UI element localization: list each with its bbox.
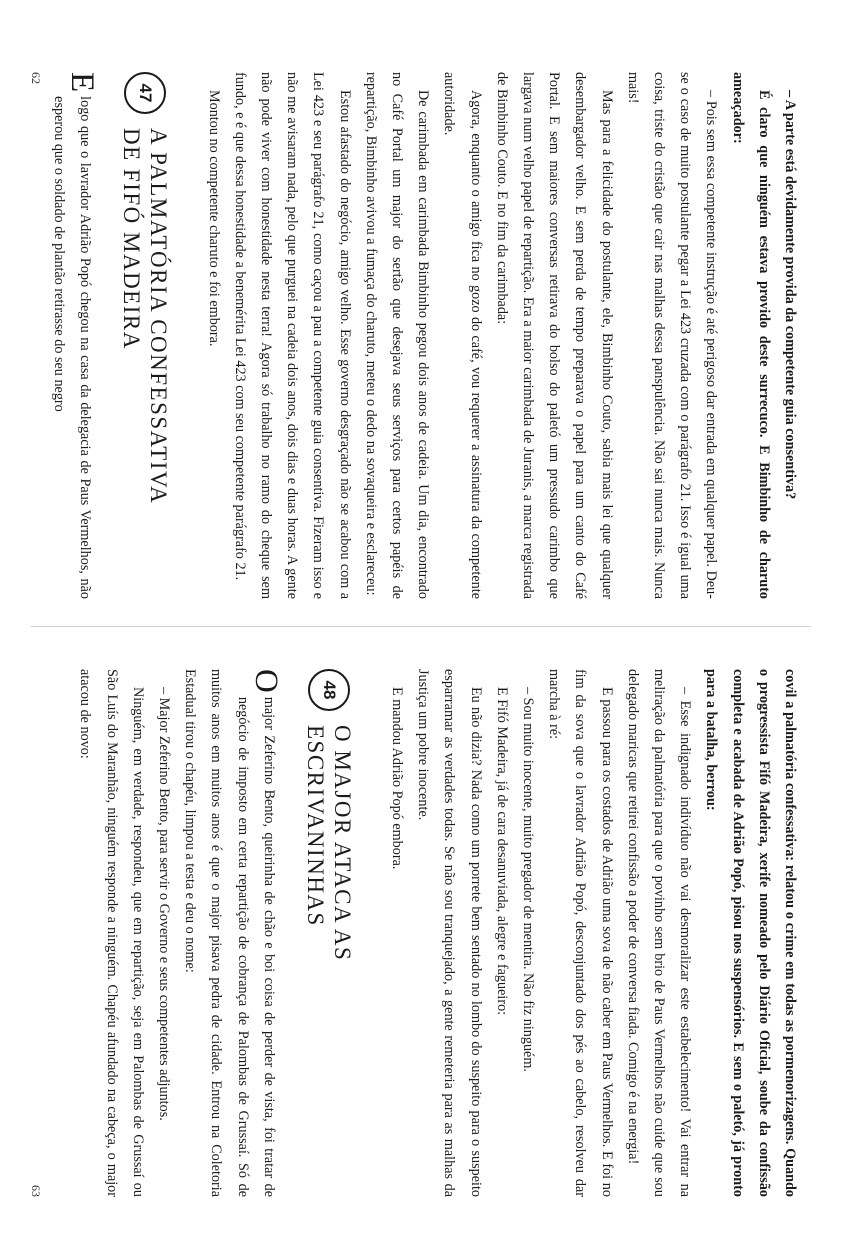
chapter-48-heading bbox=[302, 669, 356, 1197]
paragraph-text: covil a palmatória confessativa: relatou o crime em todas as pormenorizagens. Quando o progressista Fifó Madeira, xerife nomeado pelo Diário Oficial, soube da confissão completa e acabada de Adrião Popó, pisou nos suspensórios. E sem o paletó, já pronto para a batalha, berrou: bbox=[703, 669, 798, 1197]
paragraph-text: logo que o lavrador Adrião Popó chegou na casa da delegacia de Paus Vermelhos, não esperou que o soldado de plantão retirasse do seu negro bbox=[51, 96, 94, 599]
drop-cap: E bbox=[64, 72, 101, 93]
gutter bbox=[31, 626, 811, 627]
paragraph bbox=[46, 72, 101, 599]
paragraph bbox=[177, 669, 282, 1197]
chapter-title bbox=[302, 725, 356, 961]
paragraph bbox=[358, 72, 437, 599]
paragraph bbox=[620, 72, 725, 599]
paragraph bbox=[384, 669, 410, 1197]
paragraph-text: E passou para os costados de Adrião uma sova de não caber em Paus Vermelhos. E foi no fim da sova que o lavrador Adrião Popó, desconjuntado dos pés ao cabelo, resolveu dar marcha à ré: bbox=[546, 669, 615, 1197]
paragraph-text: Agora, enquanto o amigo fica no gozo do café, vou requerer a assinatura da competente autoridade. bbox=[441, 72, 484, 599]
paragraph bbox=[777, 72, 803, 599]
chapter-47-heading bbox=[118, 72, 172, 599]
paragraph bbox=[410, 669, 489, 1197]
chapter-title-line2: DE FIFÓ MADEIRA bbox=[119, 128, 145, 350]
left-paragraphs bbox=[200, 72, 803, 599]
paragraph bbox=[724, 72, 776, 599]
chapter-number-badge: 48 bbox=[308, 669, 350, 711]
chapter-title bbox=[118, 128, 172, 504]
paragraph bbox=[489, 72, 620, 599]
paragraph bbox=[620, 669, 699, 1197]
paragraph-text: – Sou muito inocente, muito pregador de mentira. Não fiz ninguém. bbox=[519, 687, 536, 1072]
paragraph-text: E Fifó Madeira, já de cara desanuviada, alegre e fagueiro: bbox=[493, 687, 510, 1016]
paragraph bbox=[515, 669, 541, 1197]
paragraph-text: E mandou Adrião Popó embora. bbox=[388, 687, 405, 870]
paragraph-text: Montou no competente charuto e foi embora. bbox=[205, 90, 222, 347]
paragraph bbox=[72, 669, 151, 1197]
chapter-48-body bbox=[72, 669, 282, 1197]
chapter-title-line1: O MAJOR ATACA AS bbox=[329, 725, 355, 962]
paragraph bbox=[200, 72, 226, 599]
drop-cap: O bbox=[247, 669, 284, 693]
paragraph bbox=[436, 72, 488, 599]
paragraph-text: Eu não dizia? Nada como um porrete bem sentado no lombo do suspeito para o suspeito esparramar as verdades todas. Se não sou tranquejado, a gente remeteria para as malhas da Justiça um pobre inocente. bbox=[415, 669, 484, 1197]
chapter-47-body bbox=[46, 72, 101, 599]
paragraph-text: É claro que ninguém estava provido deste surrecuco. E Bimbinho de charuto ameaçador: bbox=[729, 72, 772, 599]
right-paragraphs bbox=[384, 669, 803, 1197]
paragraph-text: Mas para a felicidade do postulante, ele, Bimbinho Couto, sabia mais lei que qualquer desembargador velho. E sem perda de tempo preparava o papel para um canto do Café Portal. E sem maiores conversas retirava do bolso do paletó um pressudo carimbo que largava num velho papel de repartição. Era a maior carimbada de Juranis, a marca registrada de Bimbinho Couto. E no fim da carimbada: bbox=[493, 72, 615, 599]
paragraph-text: – Pois sem essa competente instrução é até perigoso dar entrada em qualquer papel. Deu-se o caso de muito postulante pegar a Lei 423 cruzada com o parágrafo 21. Isso é igual uma coisa, triste do cristão que cair nas malhas dessa panspulência. Não sai nunca mais. Nunca mais! bbox=[624, 72, 720, 599]
paragraph bbox=[541, 669, 620, 1197]
paragraph-text: – Esse indignado indivíduo não vai desmoralizar este estabelecimento! Vai entrar na meliração da palmatória para que o povinho sem brio de Paus Vermelhos não cuide que sou delegado maricas que retirei confissão a poder de conversa fiada. Comigo é na energia! bbox=[624, 669, 694, 1197]
paragraph-text: De carimbada em carimbada Bimbinho pegou dois anos de cadeia. Um dia, encontrado no Café Portal um major do sertão que desejava seus serviços para certos papéis de repartição, Bimbinho avivou a fumaça do charuto, meteu o dedo na sovaqueira e esclareceu: bbox=[362, 72, 432, 599]
paragraph-text: – Major Zeferino Bento, para servir o Governo e seus competentes adjuntos. bbox=[155, 687, 172, 1121]
left-page-text bbox=[51, 72, 803, 599]
chapter-title-line1: A PALMATÓRIA CONFESSATIVA bbox=[146, 128, 172, 505]
right-page bbox=[0, 629, 851, 1259]
paragraph bbox=[151, 669, 177, 1197]
paragraph bbox=[698, 669, 803, 1197]
paragraph-text: major Zeferino Bento, queirinha de chão e boi coisa de perder de vista, foi tratar de negócio de imposto em certa repartição de cobrança de Palombas de Grussaí. Só de muitos anos em muitos anos é que o major pisava pedra de cidade. Entrou na Coletoria Estadual tirou o chapéu, limpou a testa e deu o nome: bbox=[182, 669, 277, 1197]
chapter-title-line2: ESCRIVANINHAS bbox=[302, 725, 328, 927]
chapter-number-badge: 47 bbox=[124, 72, 166, 114]
paragraph-text: Estou afastado do negócio, amigo velho. Esse governo desgraçado não se acabou com a Lei 423 e seu parágrafo 21, como caçou a pau a competente guia consentiva. Fizeram isso e não me avisaram nada, pelo que purguei na cadeia dois anos, dois dias e duas horas. A gente não pode viver com honestidade nesta terra! Agora só trabalho no ramo do cheque sem fundo, e é que dessa honestidade a benemérita Lei 423 com seu competente parágrafo 21. bbox=[231, 72, 353, 599]
left-page bbox=[0, 0, 851, 629]
paragraph bbox=[489, 669, 515, 1197]
right-page-text bbox=[60, 669, 803, 1197]
paragraph-text: Ninguém, em verdade, respondeu, que em repartição, seja em Palombas de Grussaí ou São Luís do Maranhão, ninguém responde a ninguém. Chapéu afundado na cabeça, o major atacou de novo: bbox=[77, 669, 146, 1197]
page-number: 63 bbox=[29, 1185, 43, 1197]
paragraph-text: – A parte está devidamente provida da competente guia consentiva? bbox=[782, 90, 798, 500]
page-number: 62 bbox=[29, 72, 43, 84]
paragraph bbox=[227, 72, 358, 599]
